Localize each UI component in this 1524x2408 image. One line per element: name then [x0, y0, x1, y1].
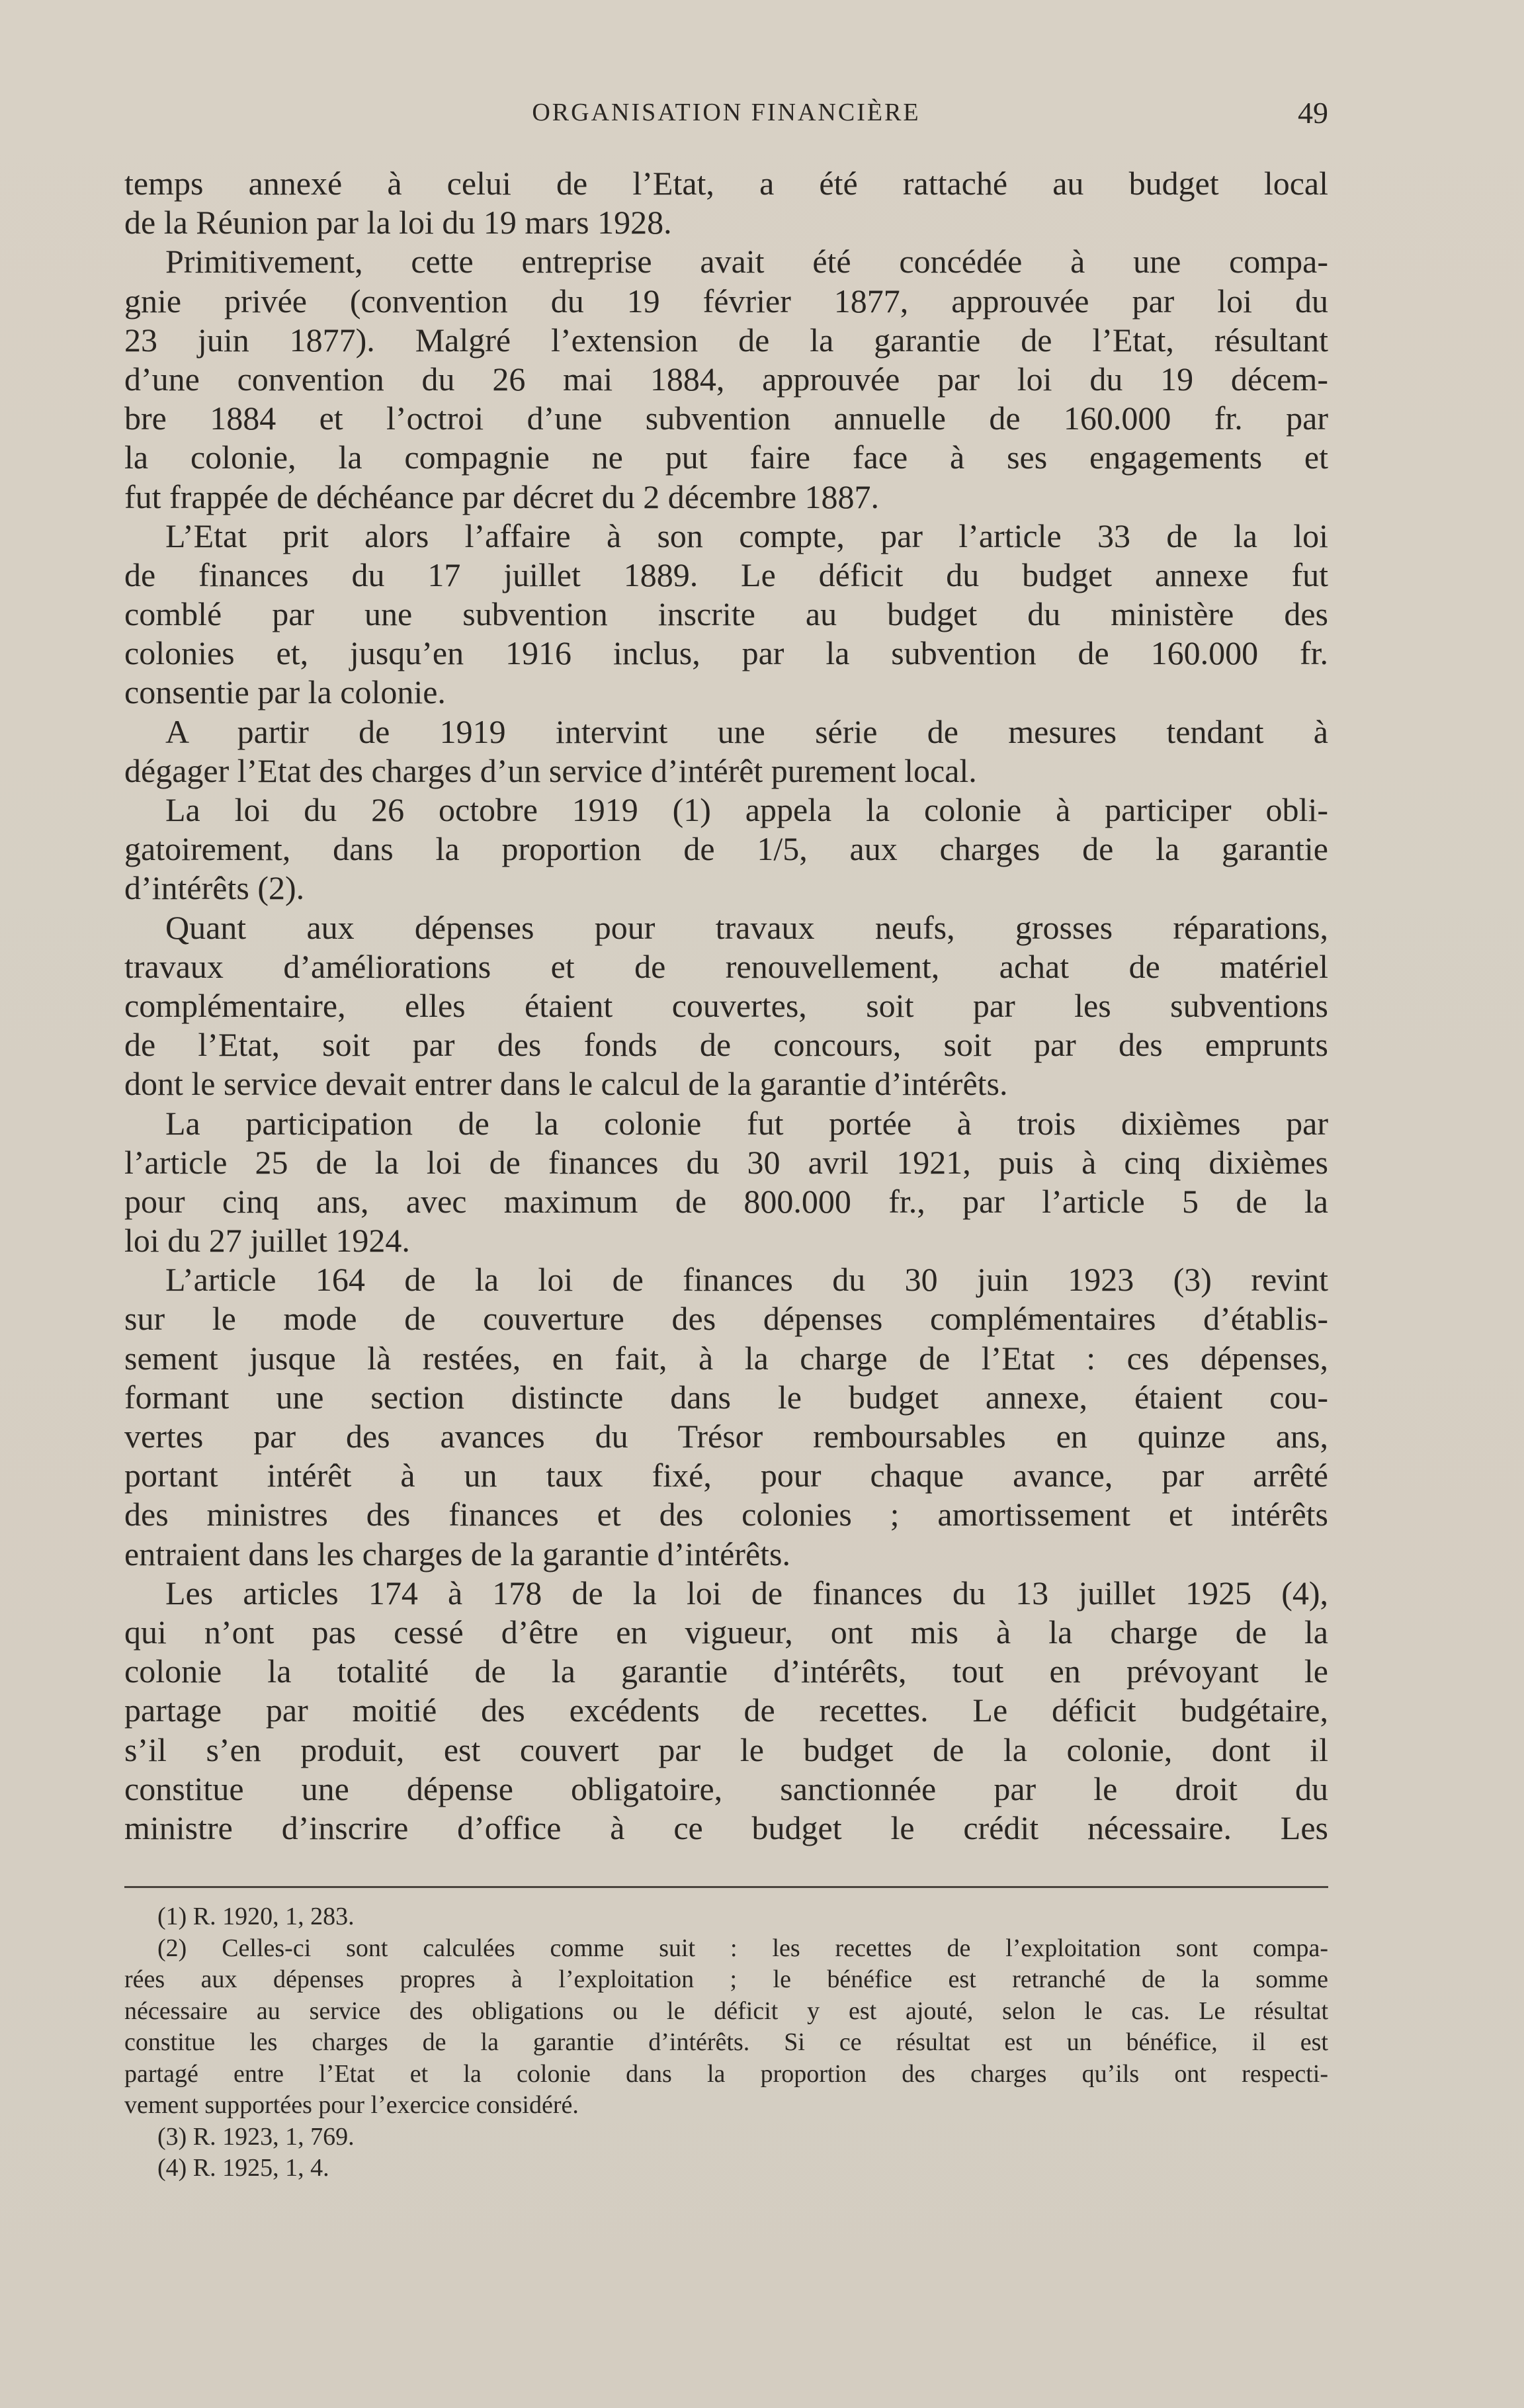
text-line: de la Réunion par la loi du 19 mars 1928.	[124, 204, 672, 241]
text-line: d’une convention du 26 mai 1884, approuvée par loi du 19 décem-	[124, 360, 1328, 398]
text-line: bre 1884 et l’octroi d’une subvention annuelle de 160.000 fr. par	[124, 400, 1328, 437]
footnote-line: partagé entre l’Etat et la colonie dans la proportion des charges qu’ils ont respecti-	[124, 2059, 1328, 2088]
footnote-line: (1) R. 1920, 1, 283.	[157, 1903, 355, 1930]
text-line: La participation de la colonie fut portée à trois dixièmes par	[165, 1104, 1328, 1142]
footnote-line: constitue les charges de la garantie d’intérêts. Si ce résultat est un bénéfice, il est	[124, 2028, 1328, 2056]
running-title: ORGANISATION FINANCIÈRE	[532, 99, 921, 126]
text-line: des ministres des finances et des colonies ; amortissement et intérêts	[124, 1496, 1328, 1533]
text-line: L’article 164 de la loi de finances du 30 juin 1923 (3) revint	[165, 1261, 1328, 1299]
text-line: L’Etat prit alors l’affaire à son compte, par l’article 33 de la loi	[165, 517, 1328, 554]
text-line: entraient dans les charges de la garantie d’intérêts.	[124, 1535, 790, 1572]
text-line: colonie la totalité de la garantie d’intérêts, tout en prévoyant le	[124, 1653, 1328, 1690]
footnote-line: rées aux dépenses propres à l’exploitation ; le bénéfice est retranché de la somme	[124, 1965, 1328, 1993]
text-line: Primitivement, cette entreprise avait été concédée à une compa-	[165, 243, 1328, 280]
text-line: gnie privée (convention du 19 février 1877, approuvée par loi du	[124, 282, 1328, 320]
text-line: colonies et, jusqu’en 1916 inclus, par la subvention de 160.000 fr.	[124, 634, 1328, 672]
text-line: constitue une dépense obligatoire, sanctionnée par le droit du	[124, 1770, 1328, 1807]
text-line: Quant aux dépenses pour travaux neufs, grosses réparations,	[165, 908, 1328, 946]
text-line: sement jusque là restées, en fait, à la charge de l’Etat : ces dépenses,	[124, 1339, 1328, 1377]
text-line: loi du 27 juillet 1924.	[124, 1222, 410, 1260]
text-line: portant intérêt à un taux fixé, pour chaque avance, par arrêté	[124, 1457, 1328, 1494]
text-line: partage par moitié des excédents de recettes. Le déficit budgétaire,	[124, 1692, 1328, 1729]
text-line: formant une section distincte dans le budget annexe, étaient cou-	[124, 1378, 1328, 1416]
text-line: La loi du 26 octobre 1919 (1) appela la colonie à participer obli-	[165, 791, 1328, 828]
text-line: l’article 25 de la loi de finances du 30 avril 1921, puis à cinq dixièmes	[124, 1143, 1328, 1181]
text-line: pour cinq ans, avec maximum de 800.000 fr., par l’article 5 de la	[124, 1182, 1328, 1220]
text-line: s’il s’en produit, est couvert par le budget de la colonie, dont il	[124, 1731, 1328, 1768]
footnote-line: vement supportées pour l’exercice considéré.	[124, 2091, 579, 2119]
text-line: ministre d’inscrire d’office à ce budget le crédit nécessaire. Les	[124, 1809, 1328, 1846]
footnote-line: (4) R. 1925, 1, 4.	[157, 2154, 329, 2182]
text-line: dégager l’Etat des charges d’un service d’intérêt purement local.	[124, 752, 977, 789]
text-line: vertes par des avances du Trésor remboursables en quinze ans,	[124, 1418, 1328, 1455]
body-text	[124, 164, 1328, 1848]
text-line: temps annexé à celui de l’Etat, a été rattaché au budget local	[124, 165, 1328, 202]
text-line: gatoirement, dans la proportion de 1/5, aux charges de la garantie	[124, 830, 1328, 868]
text-line: qui n’ont pas cessé d’être en vigueur, ont mis à la charge de la	[124, 1613, 1328, 1651]
text-line: travaux d’améliorations et de renouvellement, achat de matériel	[124, 947, 1328, 985]
text-line: de l’Etat, soit par des fonds de concours, soit par des emprunts	[124, 1026, 1328, 1064]
text-line: sur le mode de couverture des dépenses complémentaires d’établis-	[124, 1300, 1328, 1338]
footnotes	[124, 1901, 1328, 2184]
text-line: complémentaire, elles étaient couvertes, soit par les subventions	[124, 986, 1328, 1024]
text-line: comblé par une subvention inscrite au budget du ministère des	[124, 595, 1328, 633]
text-line: de finances du 17 juillet 1889. Le déficit du budget annexe fut	[124, 556, 1328, 593]
page-number: 49	[1298, 96, 1328, 130]
footnote-line: (3) R. 1923, 1, 769.	[157, 2122, 355, 2151]
text-line: la colonie, la compagnie ne put faire face à ses engagements et	[124, 439, 1328, 476]
text-line: consentie par la colonie.	[124, 673, 446, 711]
text-line: 23 juin 1877). Malgré l’extension de la garantie de l’Etat, résultant	[124, 321, 1328, 359]
text-line: Les articles 174 à 178 de la loi de finances du 13 juillet 1925 (4),	[165, 1574, 1328, 1612]
footnote-divider	[124, 1886, 1328, 1888]
footnote-line: nécessaire au service des obligations ou le déficit y est ajouté, selon le cas. Le résultat	[124, 1997, 1328, 2025]
text-line: fut frappée de déchéance par décret du 2 décembre 1887.	[124, 478, 880, 515]
text-line: dont le service devait entrer dans le calcul de la garantie d’intérêts.	[124, 1065, 1008, 1103]
text-line: d’intérêts (2).	[124, 869, 305, 907]
text-line: A partir de 1919 intervint une série de mesures tendant à	[165, 712, 1328, 750]
page-header	[124, 98, 1328, 131]
footnote-line: (2) Celles-ci sont calculées comme suit : les recettes de l’exploitation sont compa-	[157, 1934, 1328, 1962]
